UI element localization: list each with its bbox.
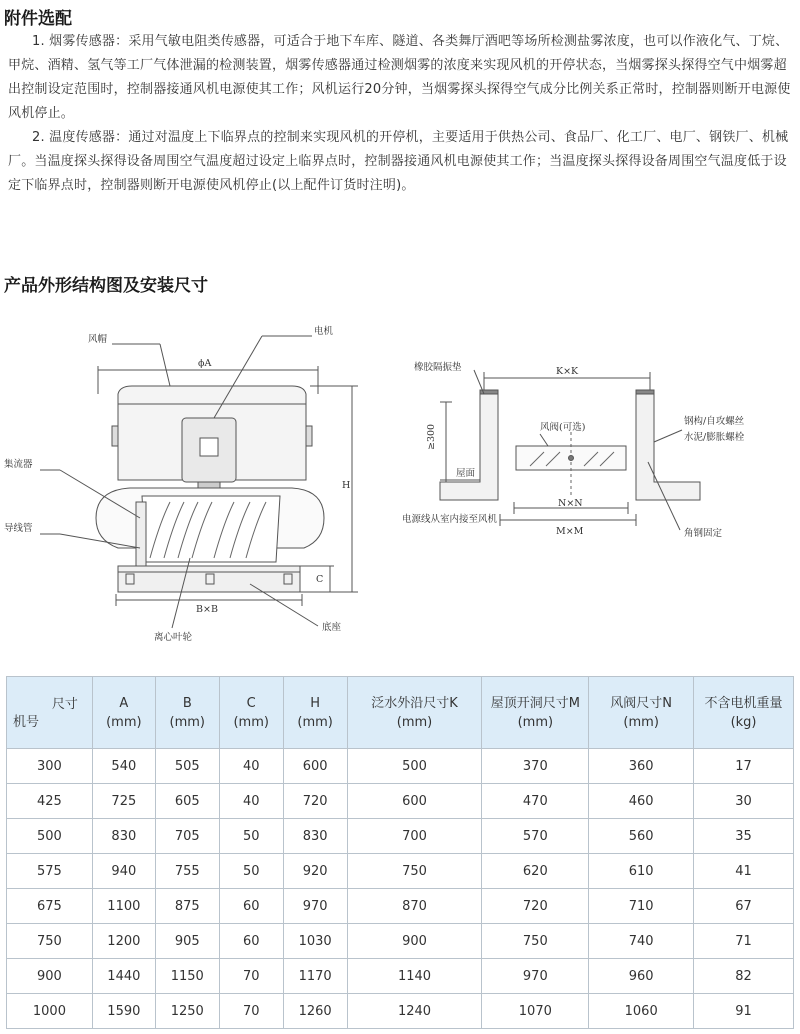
label-bolt1: 钢构/自攻螺丝	[684, 416, 745, 427]
section-title-drawings: 产品外形结构图及安装尺寸	[4, 276, 208, 296]
table-cell: 40	[219, 784, 283, 819]
label-motor: 电机	[314, 326, 334, 337]
label-C: C	[316, 574, 324, 585]
installation-section-drawing	[400, 322, 800, 582]
table-cell: 750	[347, 854, 482, 889]
conduit-shape	[136, 502, 146, 570]
label-H: H	[342, 480, 351, 491]
table-cell: 600	[283, 749, 347, 784]
label-cable: 电源线从室内接至风机	[402, 514, 498, 525]
table-cell: 740	[589, 924, 694, 959]
model-cell: 425	[7, 784, 93, 819]
table-cell: 540	[92, 749, 155, 784]
table-cell: 35	[694, 819, 794, 854]
spec-table	[6, 676, 794, 1029]
table-cell: 30	[694, 784, 794, 819]
table-cell: 1060	[589, 994, 694, 1029]
col-header-M: 屋顶开洞尺寸M (mm)	[482, 677, 589, 749]
table-cell: 460	[589, 784, 694, 819]
table-cell: 1030	[283, 924, 347, 959]
label-damper: 风阀(可选)	[540, 422, 586, 433]
table-cell: 1260	[283, 994, 347, 1029]
table-cell: 710	[589, 889, 694, 924]
model-cell: 750	[7, 924, 93, 959]
model-cell: 675	[7, 889, 93, 924]
model-cell: 575	[7, 854, 93, 889]
table-cell: 570	[482, 819, 589, 854]
label-bolt2: 水泥/膨胀螺栓	[684, 432, 745, 443]
table-row	[7, 994, 794, 1029]
smoke-sensor-paragraph: 1. 烟雾传感器：采用气敏电阻类传感器，可适合于地下车库、隧道、各类舞厅酒吧等场所检测盐雾浓度，也可以作液化气、丁烷、甲烷、酒精、氢气等工厂气体泄漏的检测装置，烟雾传感器通过检测烟雾的浓度来实现风机的开停状态，当烟雾探头探得空气中烟雾超出控制设定范围时，控制器接通风机电源使其工作；风机运行20分钟，当烟雾探头探得空气成分比例关系正常时，控制器则断开电源使风机停止。	[8, 34, 791, 121]
table-cell: 755	[155, 854, 219, 889]
table-cell: 750	[482, 924, 589, 959]
table-cell: 830	[92, 819, 155, 854]
col-header-N: 风阀尺寸N (mm)	[589, 677, 694, 749]
model-cell: 500	[7, 819, 93, 854]
corner-label-size: 尺寸	[51, 697, 78, 712]
label-collector: 集流器	[4, 459, 33, 470]
table-row	[7, 784, 794, 819]
fan-elevation-drawing	[0, 322, 380, 652]
table-cell: 360	[589, 749, 694, 784]
table-cell: 830	[283, 819, 347, 854]
col-header-H: H (mm)	[283, 677, 347, 749]
table-cell: 500	[347, 749, 482, 784]
label-impeller: 离心叶轮	[154, 632, 193, 643]
base-shape	[118, 566, 300, 592]
table-cell: 1240	[347, 994, 482, 1029]
temperature-sensor-paragraph: 2. 温度传感器：通过对温度上下临界点的控制来实现风机的开停机，主要适用于供热公司、食品厂、化工厂、电厂、钢铁厂、机械厂。当温度探头探得设备周围空气温度超过设定上临界点时，控制器接通风机电源使其工作；当温度探头探得设备周围空气温度低于设定下临界点时，控制器则断开电源使风机停止(以上配件订货时注明)。	[8, 130, 789, 193]
table-cell: 725	[92, 784, 155, 819]
label-angle-steel: 角钢固定	[684, 528, 723, 539]
table-cell: 605	[155, 784, 219, 819]
table-cell: 1250	[155, 994, 219, 1029]
label-hood: 风帽	[88, 334, 108, 345]
table-cell: 900	[347, 924, 482, 959]
table-cell: 40	[219, 749, 283, 784]
table-cell: 610	[589, 854, 694, 889]
table-cell: 1200	[92, 924, 155, 959]
table-body	[7, 749, 794, 1029]
table-header-row	[7, 677, 794, 749]
label-BxB: B×B	[196, 604, 218, 615]
label-rubber-pad: 橡胶隔振垫	[414, 362, 462, 373]
table-cell: 505	[155, 749, 219, 784]
table-cell: 1440	[92, 959, 155, 994]
table-corner-cell	[7, 677, 93, 749]
table-row	[7, 819, 794, 854]
impeller-shape	[142, 496, 280, 562]
model-cell: 900	[7, 959, 93, 994]
table-cell: 1170	[283, 959, 347, 994]
label-NxN: N×N	[558, 498, 583, 509]
table-cell: 71	[694, 924, 794, 959]
model-cell: 300	[7, 749, 93, 784]
table-cell: 67	[694, 889, 794, 924]
table-row	[7, 959, 794, 994]
table-cell: 1140	[347, 959, 482, 994]
label-base: 底座	[322, 622, 342, 633]
table-cell: 41	[694, 854, 794, 889]
label-MxM: M×M	[556, 526, 584, 537]
table-row	[7, 889, 794, 924]
table-cell: 60	[219, 889, 283, 924]
table-cell: 560	[589, 819, 694, 854]
col-header-K: 泛水外沿尺寸K (mm)	[347, 677, 482, 749]
model-cell: 1000	[7, 994, 93, 1029]
table-cell: 1150	[155, 959, 219, 994]
table-cell: 970	[482, 959, 589, 994]
table-cell: 91	[694, 994, 794, 1029]
table-cell: 1070	[482, 994, 589, 1029]
table-cell: 970	[283, 889, 347, 924]
table-cell: 470	[482, 784, 589, 819]
table-cell: 700	[347, 819, 482, 854]
table-cell: 720	[482, 889, 589, 924]
table-cell: 82	[694, 959, 794, 994]
col-header-C: C (mm)	[219, 677, 283, 749]
table-row	[7, 924, 794, 959]
table-cell: 870	[347, 889, 482, 924]
table-cell: 875	[155, 889, 219, 924]
table-cell: 1590	[92, 994, 155, 1029]
table-cell: 17	[694, 749, 794, 784]
table-cell: 60	[219, 924, 283, 959]
table-cell: 620	[482, 854, 589, 889]
table-cell: 370	[482, 749, 589, 784]
roof-right	[636, 394, 700, 500]
table-cell: 940	[92, 854, 155, 889]
roof-left	[440, 394, 498, 500]
table-row	[7, 854, 794, 889]
label-h300: ≥300	[426, 423, 437, 450]
section-title-accessories: 附件选配	[4, 9, 72, 29]
corner-label-model: 机号	[13, 715, 40, 730]
col-header-weight: 不含电机重量 (kg)	[694, 677, 794, 749]
table-cell: 600	[347, 784, 482, 819]
table-row	[7, 749, 794, 784]
label-roof: 屋面	[456, 468, 476, 479]
col-header-B: B (mm)	[155, 677, 219, 749]
table-cell: 705	[155, 819, 219, 854]
col-header-A: A (mm)	[92, 677, 155, 749]
table-cell: 50	[219, 854, 283, 889]
table-cell: 70	[219, 994, 283, 1029]
label-conduit: 导线管	[4, 523, 33, 534]
table-cell: 50	[219, 819, 283, 854]
table-cell: 720	[283, 784, 347, 819]
table-cell: 920	[283, 854, 347, 889]
table-cell: 1100	[92, 889, 155, 924]
label-KxK: K×K	[556, 366, 579, 377]
table-cell: 905	[155, 924, 219, 959]
table-cell: 70	[219, 959, 283, 994]
table-cell: 960	[589, 959, 694, 994]
label-phiA: ϕA	[198, 358, 212, 369]
